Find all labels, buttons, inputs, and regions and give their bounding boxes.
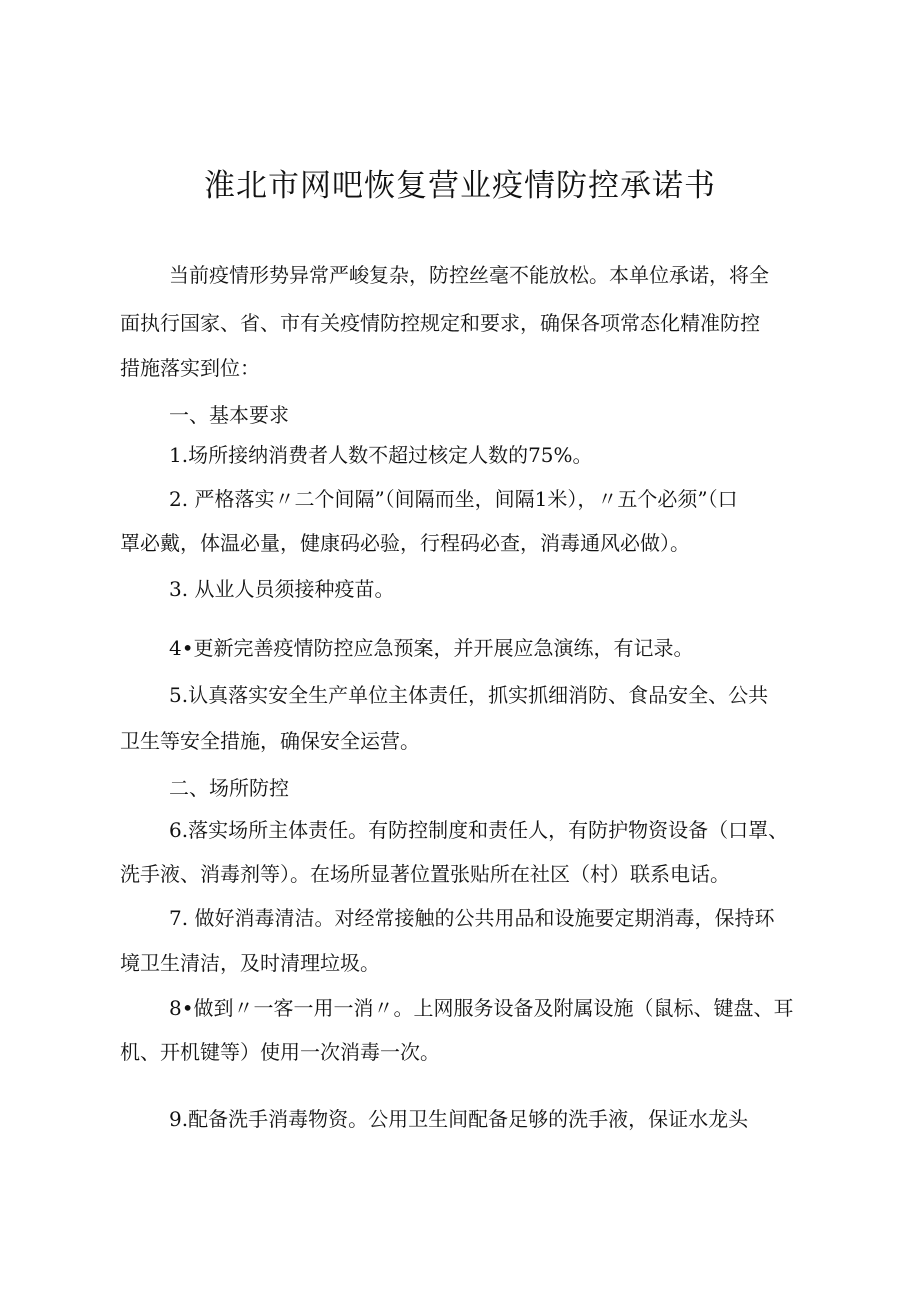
intro-line-3: 措施落实到位： bbox=[120, 356, 260, 380]
intro-line-2: 面执行国家、省、市有关疫情防控规定和要求，确保各项常态化精准防控 bbox=[120, 311, 760, 335]
item-8-line-1: 8•做到〃一客一用一消〃。上网服务设备及附属设施（鼠标、键盘、耳 bbox=[169, 996, 794, 1020]
intro-line-1: 当前疫情形势异常严峻复杂，防控丝毫不能放松。本单位承诺，将全 bbox=[169, 263, 769, 287]
item-6-line-2: 洗手液、消毒剂等）。在场所显著位置张贴所在社区（村）联系电话。 bbox=[120, 862, 730, 886]
item-5-line-2: 卫生等安全措施，确保安全运营。 bbox=[120, 729, 420, 753]
section-2-heading: 二、场所防控 bbox=[169, 776, 289, 800]
document-title: 淮北市网吧恢复营业疫情防控承诺书 bbox=[204, 168, 716, 204]
item-1-line-1: 1.场所接纳消费者人数不超过核定人数的75%。 bbox=[169, 443, 593, 467]
item-7-line-2: 境卫生清洁，及时清理垃圾。 bbox=[120, 951, 380, 975]
item-5-line-1: 5.认真落实安全生产单位主体责任，抓实抓细消防、食品安全、公共 bbox=[169, 683, 769, 707]
item-9-line-1: 9.配备洗手消毒物资。公用卫生间配备足够的洗手液，保证水龙头 bbox=[169, 1107, 749, 1131]
item-7-line-1: 7. 做好消毒清洁。对经常接触的公共用品和设施要定期消毒，保持环 bbox=[169, 906, 775, 930]
item-6-line-1: 6.落实场所主体责任。有防控制度和责任人，有防护物资设备（口罩、 bbox=[169, 818, 789, 842]
item-2-line-1: 2. 严格落实〃二个间隔”（间隔而坐，间隔1米），〃五个必须”（口 bbox=[169, 487, 738, 511]
item-2-line-2: 罩必戴，体温必量，健康码必验，行程码必查，消毒通风必做）。 bbox=[120, 531, 690, 555]
item-3-line-1: 3. 从业人员须接种疫苗。 bbox=[169, 577, 395, 601]
item-8-line-2: 机、开机键等）使用一次消毒一次。 bbox=[120, 1040, 440, 1064]
section-1-heading: 一、基本要求 bbox=[169, 403, 289, 427]
item-4-line-1: 4•更新完善疫情防控应急预案，并开展应急演练，有记录。 bbox=[169, 636, 694, 660]
